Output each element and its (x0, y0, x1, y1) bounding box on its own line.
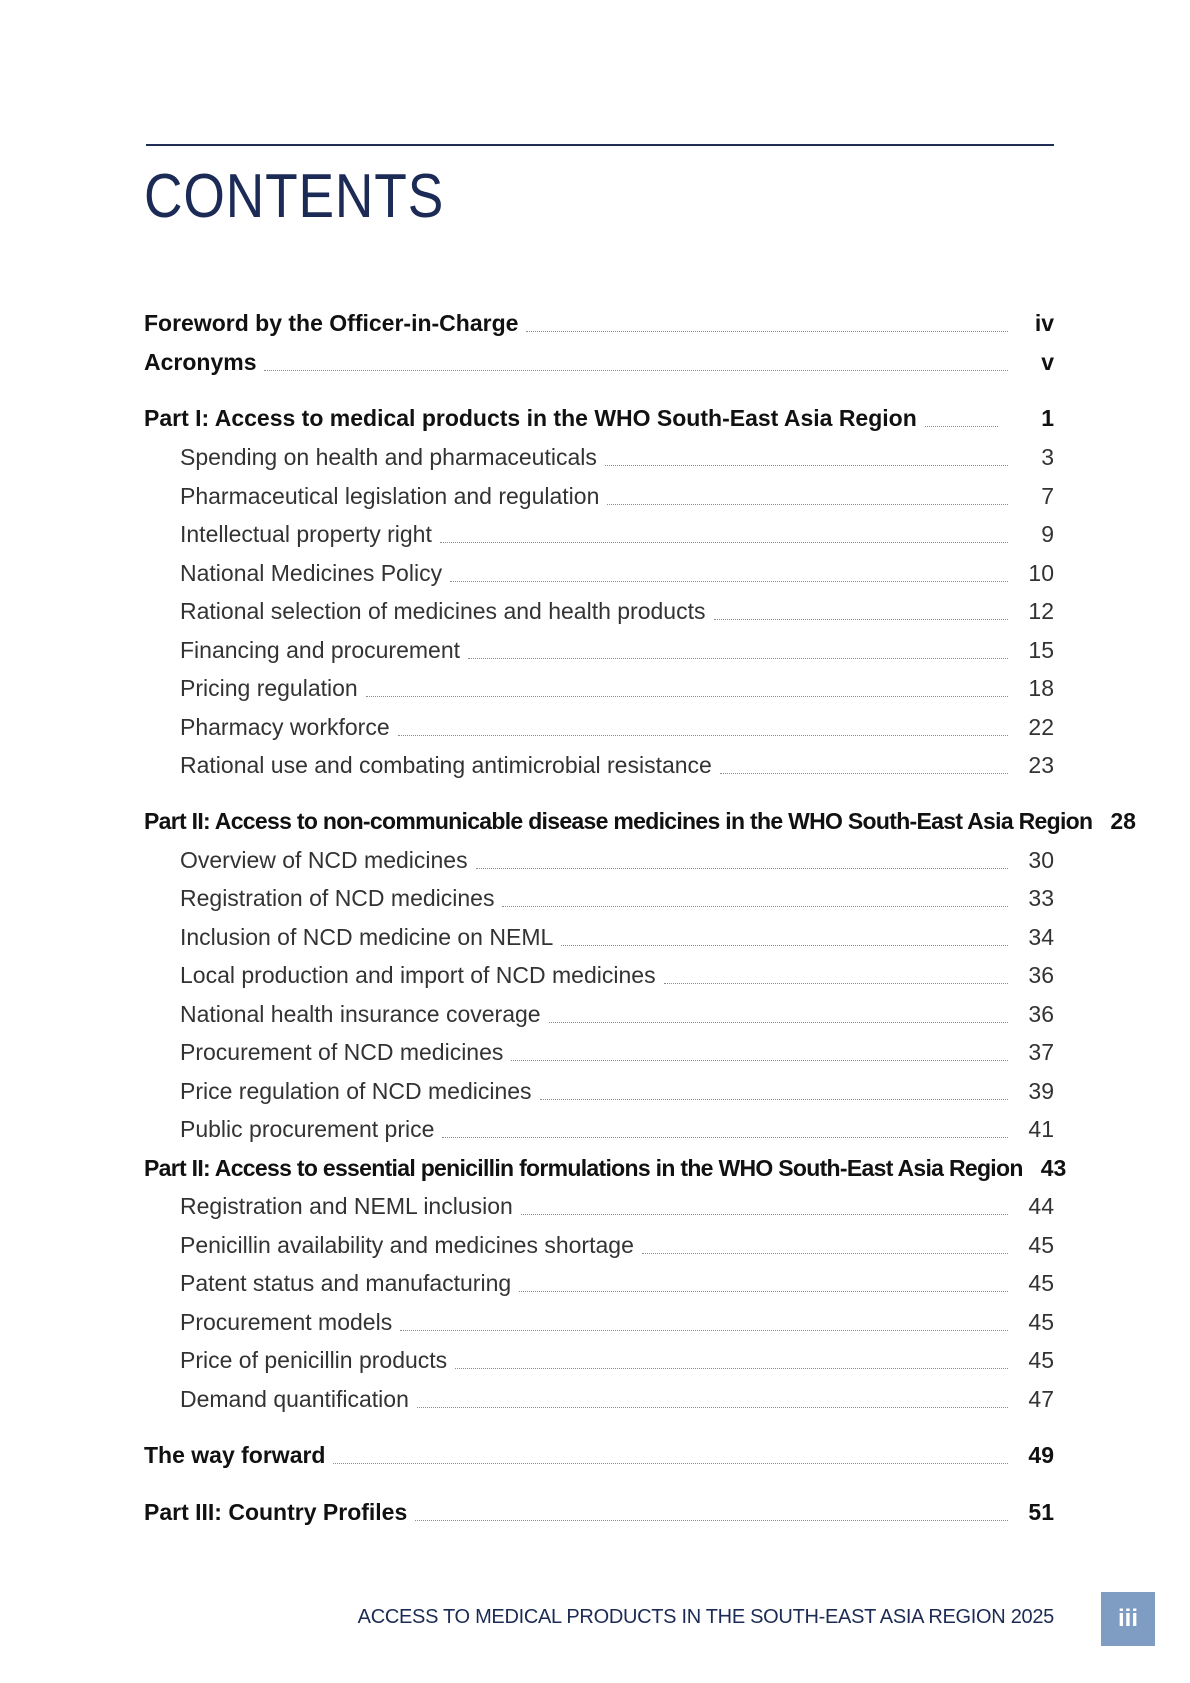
toc-entry-foreword[interactable] (144, 306, 1054, 338)
toc-entry-page: 10 (1028, 560, 1054, 586)
dot-leader (476, 868, 1008, 869)
toc-entry[interactable] (180, 1112, 1054, 1144)
toc-entry-page: 47 (1028, 1386, 1054, 1412)
dot-leader (519, 1291, 1008, 1292)
toc-entry-label: Procurement models (180, 1309, 393, 1335)
toc-entry-page: 28 (1110, 808, 1136, 834)
dot-leader (450, 581, 1008, 582)
dot-leader (521, 1214, 1008, 1215)
dot-leader (264, 370, 1008, 371)
toc-entry-label: Registration of NCD medicines (180, 885, 495, 911)
dot-leader (642, 1253, 1008, 1254)
toc-entry-label: Acronyms (144, 349, 257, 375)
dot-leader (333, 1463, 1008, 1464)
toc-entry-label: Pharmacy workforce (180, 714, 390, 740)
toc-entry-page: 33 (1028, 885, 1054, 911)
toc-entry[interactable] (180, 710, 1054, 742)
toc-entry-label: Part II: Access to essential penicillin formulations in the WHO South-East Asia Region (144, 1155, 1023, 1181)
toc-entry-label: Demand quantification (180, 1386, 409, 1412)
toc-entry[interactable] (180, 920, 1054, 952)
toc-entry[interactable] (180, 1189, 1054, 1221)
toc-entry-part-3[interactable] (144, 1495, 1054, 1527)
toc-entry-page: v (1041, 349, 1054, 375)
toc-entry-part-2-penicillin[interactable] (144, 1151, 1067, 1183)
toc-entry-label: Part I: Access to medical products in the WHO South-East Asia Region (144, 405, 917, 431)
toc-entry-page: 43 (1040, 1155, 1067, 1181)
toc-entry[interactable] (180, 1382, 1054, 1414)
toc-entry[interactable] (180, 1074, 1054, 1106)
dot-leader (417, 1407, 1008, 1408)
dot-leader (561, 945, 1008, 946)
page-title: CONTENTS (144, 162, 445, 231)
toc-entry-label: Price regulation of NCD medicines (180, 1078, 532, 1104)
toc-entry[interactable] (180, 881, 1054, 913)
toc-entry-page: 37 (1028, 1039, 1054, 1065)
toc-entry-label: Rational use and combating antimicrobial resistance (180, 752, 712, 778)
toc-entry[interactable] (180, 748, 1054, 780)
toc-entry[interactable] (180, 1266, 1054, 1298)
toc-entry-label: Intellectual property right (180, 521, 432, 547)
toc-entry-part-2[interactable] (144, 804, 1136, 836)
toc-entry-page: 23 (1028, 752, 1054, 778)
dot-leader (440, 542, 1008, 543)
toc-entry-label: Pharmaceutical legislation and regulation (180, 483, 600, 509)
dot-leader (720, 773, 1008, 774)
dot-leader (502, 906, 1008, 907)
toc-entry[interactable] (180, 517, 1054, 549)
toc-entry-page: 36 (1028, 962, 1054, 988)
toc-entry-page: 7 (1041, 483, 1054, 509)
toc-entry-page: 9 (1041, 521, 1054, 547)
toc-entry-label: Registration and NEML inclusion (180, 1193, 513, 1219)
toc-entry-label: Part III: Country Profiles (144, 1499, 408, 1525)
running-footer: ACCESS TO MEDICAL PRODUCTS IN THE SOUTH-EAST ASIA REGION 2025 (357, 1606, 1054, 1628)
toc-entry-way-forward[interactable] (144, 1438, 1054, 1470)
toc-entry-page: 44 (1028, 1193, 1054, 1219)
toc-entry-page: 45 (1028, 1270, 1054, 1296)
toc-entry-page: 12 (1028, 598, 1054, 624)
dot-leader (664, 983, 1008, 984)
dot-leader (540, 1099, 1008, 1100)
toc-entry-label: Price of penicillin products (180, 1347, 448, 1373)
toc-entry-page: 22 (1028, 714, 1054, 740)
page-number-badge: iii (1101, 1592, 1155, 1646)
dot-leader (468, 658, 1008, 659)
toc-entry-label: The way forward (144, 1442, 326, 1468)
toc-entry-label: National health insurance coverage (180, 1001, 541, 1027)
dot-leader (366, 696, 1008, 697)
toc-entry-label: Financing and procurement (180, 637, 460, 663)
toc-entry-label: Overview of NCD medicines (180, 847, 468, 873)
dot-leader (526, 331, 1008, 332)
toc-entry-label: Procurement of NCD medicines (180, 1039, 504, 1065)
top-rule (146, 144, 1054, 146)
toc-entry-label: Local production and import of NCD medicines (180, 962, 656, 988)
toc-entry[interactable] (180, 440, 1054, 472)
toc-entry-label: National Medicines Policy (180, 560, 443, 586)
toc-entry-label: Part II: Access to non-communicable disease medicines in the WHO South-East Asia Region (144, 808, 1093, 834)
toc-entry-page: 34 (1028, 924, 1054, 950)
toc-entry-label: Pricing regulation (180, 675, 358, 701)
toc-entry-page: 1 (1041, 405, 1054, 431)
toc-entry[interactable] (180, 556, 1054, 588)
toc-entry[interactable] (180, 633, 1054, 665)
dot-leader (400, 1330, 1008, 1331)
toc-entry-page: 15 (1028, 637, 1054, 663)
toc-entry-page: 36 (1028, 1001, 1054, 1027)
dot-leader (511, 1060, 1008, 1061)
dot-leader (455, 1368, 1008, 1369)
dot-leader (714, 619, 1009, 620)
toc-entry-page: 49 (1028, 1442, 1054, 1468)
dot-leader (398, 735, 1008, 736)
dot-leader (605, 465, 1008, 466)
toc-entry-label: Foreword by the Officer-in-Charge (144, 310, 519, 336)
toc-entry[interactable] (180, 997, 1054, 1029)
toc-entry-part-1[interactable] (144, 401, 1054, 433)
toc-entry-page: 41 (1028, 1116, 1054, 1142)
toc-entry-page: 30 (1028, 847, 1054, 873)
toc-entry-label: Rational selection of medicines and health products (180, 598, 706, 624)
dot-leader (925, 426, 998, 427)
toc-entry-label: Spending on health and pharmaceuticals (180, 444, 597, 470)
toc-entry-label: Inclusion of NCD medicine on NEML (180, 924, 554, 950)
toc-entry-page: 18 (1028, 675, 1054, 701)
toc-entry[interactable] (180, 1035, 1054, 1067)
toc-entry-page: iv (1034, 310, 1054, 336)
toc-entry[interactable] (180, 843, 1054, 875)
dot-leader (607, 504, 1008, 505)
toc-entry[interactable] (180, 958, 1054, 990)
toc-entry[interactable] (180, 1305, 1054, 1337)
toc-entry-page: 45 (1028, 1232, 1054, 1258)
toc-entry[interactable] (180, 479, 1054, 511)
dot-leader (442, 1137, 1008, 1138)
toc-entry[interactable] (180, 594, 1054, 626)
dot-leader (415, 1520, 1008, 1521)
toc-entry-page: 39 (1028, 1078, 1054, 1104)
toc-entry-label: Public procurement price (180, 1116, 435, 1142)
toc-entry[interactable] (180, 671, 1054, 703)
toc-entry-acronyms[interactable] (144, 345, 1054, 377)
toc-entry-label: Patent status and manufacturing (180, 1270, 512, 1296)
toc-entry[interactable] (180, 1228, 1054, 1260)
toc-entry-label: Penicillin availability and medicines shortage (180, 1232, 634, 1258)
toc-entry-page: 51 (1028, 1499, 1054, 1525)
toc-entry[interactable] (180, 1343, 1054, 1375)
dot-leader (549, 1022, 1008, 1023)
toc-entry-page: 3 (1041, 444, 1054, 470)
toc-entry-page: 45 (1028, 1309, 1054, 1335)
toc-entry-page: 45 (1028, 1347, 1054, 1373)
